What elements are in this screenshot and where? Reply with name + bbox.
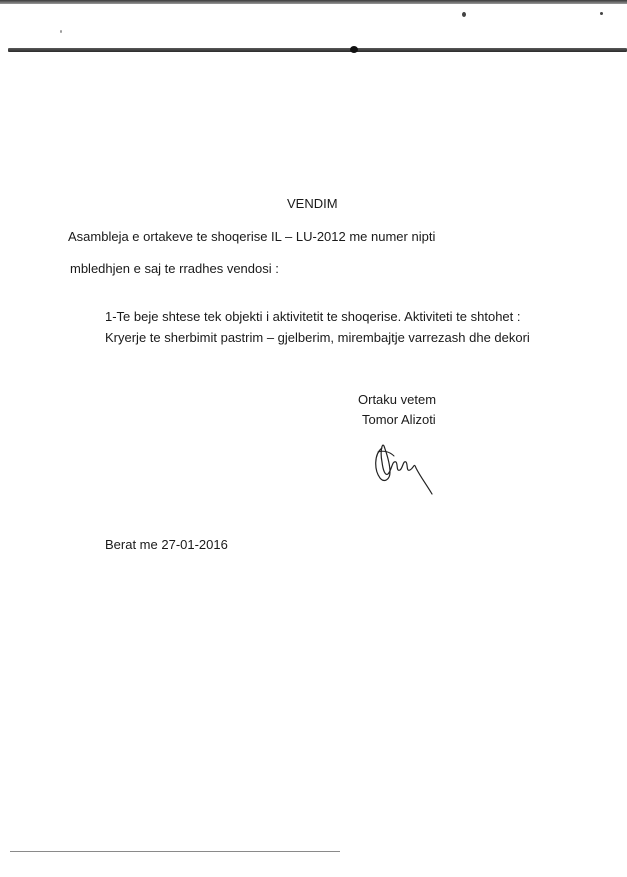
scan-speck bbox=[600, 12, 603, 15]
place-and-date: Berat me 27-01-2016 bbox=[105, 537, 228, 552]
document-heading: VENDIM bbox=[287, 196, 338, 211]
scan-footer-rule bbox=[10, 851, 340, 852]
scan-speck bbox=[462, 12, 466, 17]
decision-item-line-2: Kryerje te sherbimit pastrim – gjelberim, mirembajtje varrezash dhe dekori bbox=[105, 330, 530, 345]
scan-header-rule bbox=[8, 48, 627, 52]
scan-top-edge bbox=[0, 0, 627, 4]
scan-rule-mark bbox=[350, 46, 358, 53]
intro-line-1: Asambleja e ortakeve te shoqerise IL – LU-2012 me numer nipti bbox=[68, 229, 436, 244]
decision-item-line-1: 1-Te beje shtese tek objekti i aktivitetit te shoqerise. Aktiviteti te shtohet : bbox=[105, 309, 521, 324]
signatory-role: Ortaku vetem bbox=[358, 392, 437, 407]
intro-line-2: mbledhjen e saj te rradhes vendosi : bbox=[70, 261, 279, 276]
handwritten-signature bbox=[370, 440, 440, 500]
scan-speck bbox=[60, 30, 62, 33]
signatory-name: Tomor Alizoti bbox=[362, 412, 436, 427]
